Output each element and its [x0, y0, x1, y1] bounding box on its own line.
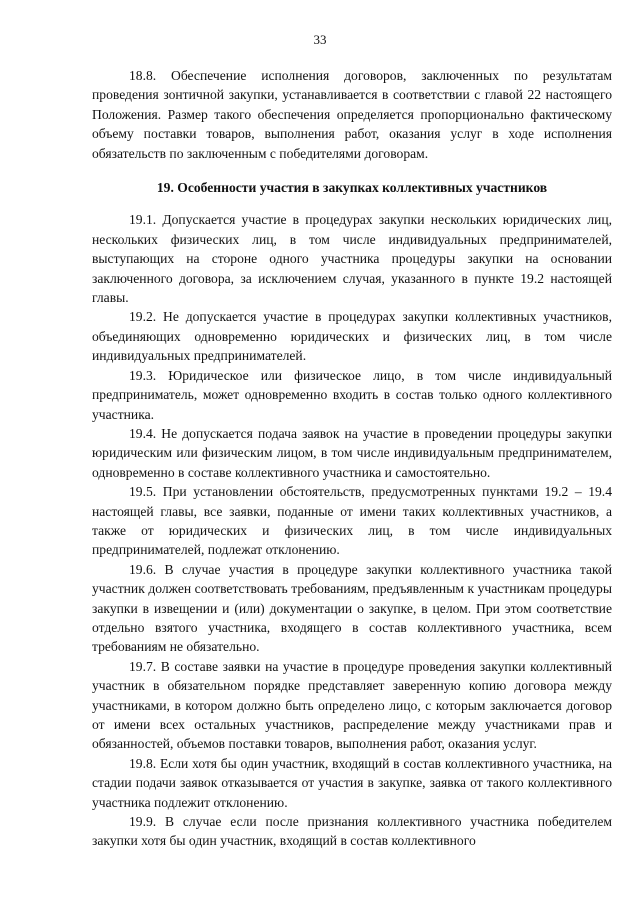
paragraph-19-9: 19.9. В случае если после признания коллективного участника победителем закупки хотя бы один участник, входящий в состав коллективного — [92, 814, 612, 849]
paragraph-19-6: 19.6. В случае участия в процедуре закупки коллективного участника такой участник должен соответствовать требованиям, предъявленным к участникам процедуры закупки в извещении и (или) документации о закупке, в целом. При этом соответствие отдельно взятого участника, входящего в состав коллективного участника, всем требованиям не обязательно. — [92, 561, 612, 655]
paragraph-19-5: 19.5. При установлении обстоятельств, предусмотренных пунктами 19.2 – 19.4 настоящей главы, все заявки, поданные от имени таких коллективных участников, а также от юридических и физических лиц, в том числе индивидуальных предпринимателей, подлежат отклонению. — [92, 484, 612, 558]
page-number: 33 — [313, 32, 327, 47]
paragraph-19-4: 19.4. Не допускается подача заявок на участие в проведении процедуры закупки юридическим или физическим лицом, в том числе индивидуальным предпринимателем, одновременно в составе коллективного участника и самостоятельно. — [92, 425, 612, 480]
paragraph-19-2: 19.2. Не допускается участие в процедурах закупки коллективных участников, объединяющих одновременно юридических и физических лиц, в том числе индивидуальных предпринимателей. — [92, 309, 612, 364]
paragraph-19-3: 19.3. Юридическое или физическое лицо, в том числе индивидуальный предприниматель, может одновременно входить в состав только одного коллективного участника. — [92, 367, 612, 422]
paragraph-18-8: 18.8. Обеспечение исполнения договоров, заключенных по результатам проведения зонтичной закупки, устанавливается в соответствии с главой 22 настоящего Положения. Размер такого обеспечения определяется пропорционально фактическому объему поставки товаров, выполнения работ, оказания услуг в ходе исполнения обязательств по заключенным с победителями договорам. — [92, 68, 612, 161]
paragraph-19-7: 19.7. В составе заявки на участие в процедуре проведения закупки коллективный участник в обязательном порядке представляет заверенную копию договора между участниками, в котором должно быть определено лицо, с которым заключается договор от имени всех остальных участников, распределение между участниками прав и обязанностей, объемов поставки товаров, выполнения работ, оказания услуг. — [92, 658, 612, 752]
document-body — [92, 66, 612, 851]
paragraph-19-8: 19.8. Если хотя бы один участник, входящий в состав коллективного участника, на стадии подачи заявок отказывается от участия в закупке, заявка от такого коллективного участника подлежит отклонению. — [92, 755, 612, 810]
section-19-heading: 19. Особенности участия в закупках коллективных участников — [156, 180, 548, 196]
paragraph-19-1: 19.1. Допускается участие в процедурах закупки нескольких юридических лиц, нескольких физических лиц, в том числе индивидуальных предпринимателей, выступающих на стороне одного участника процедуры закупки на основании заключенного договора, за исключением случая, указанного в пункте 19.2 настоящей главы. — [92, 212, 612, 306]
